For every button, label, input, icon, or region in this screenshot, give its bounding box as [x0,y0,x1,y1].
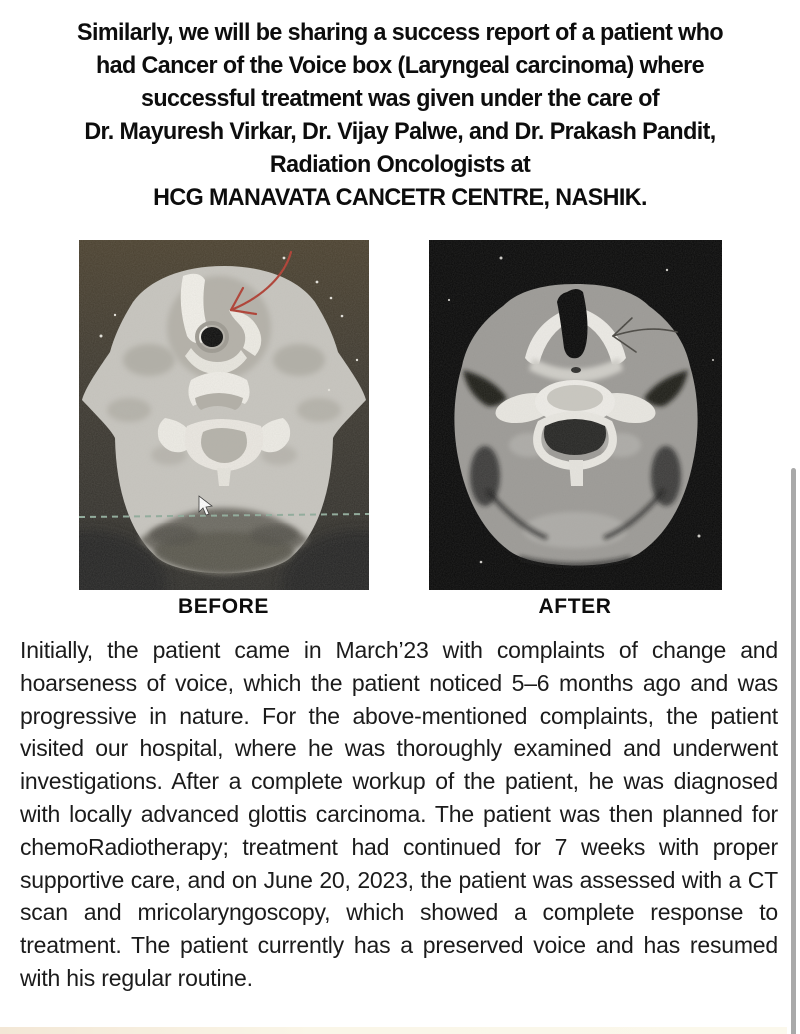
before-label: BEFORE [177,595,270,618]
after-figure [429,240,722,619]
headline-line: had Cancer of the Voice box (Laryngeal carcinoma) where [96,52,704,79]
headline-line: Radiation Oncologists at [269,151,531,178]
after-ct-scan [429,240,722,590]
next-section-strip [0,1027,787,1034]
case-summary-paragraph: Initially, the patient came in March’23 with complaints of change and hoarseness of voice, which the patient noticed 5–6 months ago and was progressive in nature. For the above-mentioned complaints, the patient visited our hospital, where he was thoroughly examined and underwent investigations. After a complete workup of the patient, he was diagnosed with locally advanced glottis carcinoma. The patient was then planned for chemoRadiotherapy; treatment had continued for 7 weeks with proper supportive care, and on June 20, 2023, the patient was assessed with a CT scan and mricolaryngoscopy, which showed a complete response to treatment. The patient currently has a preserved voice and has resumed with his regular routine. [20,637,778,991]
headline [12,0,788,214]
before-figure [79,240,369,619]
scrollbar-thumb[interactable] [791,468,796,1034]
headline-line: Similarly, we will be sharing a success report of a patient who [77,19,723,46]
headline-line: successful treatment was given under the care of [140,85,660,112]
after-label: AFTER [538,595,612,618]
headline-line: Dr. Mayuresh Virkar, Dr. Vijay Palwe, and Dr. Prakash Pandit, [84,118,716,145]
scan-comparison [0,240,800,619]
headline-line: HCG MANAVATA CANCETR CENTRE, NASHIK. [153,184,647,211]
before-ct-scan [79,240,369,590]
